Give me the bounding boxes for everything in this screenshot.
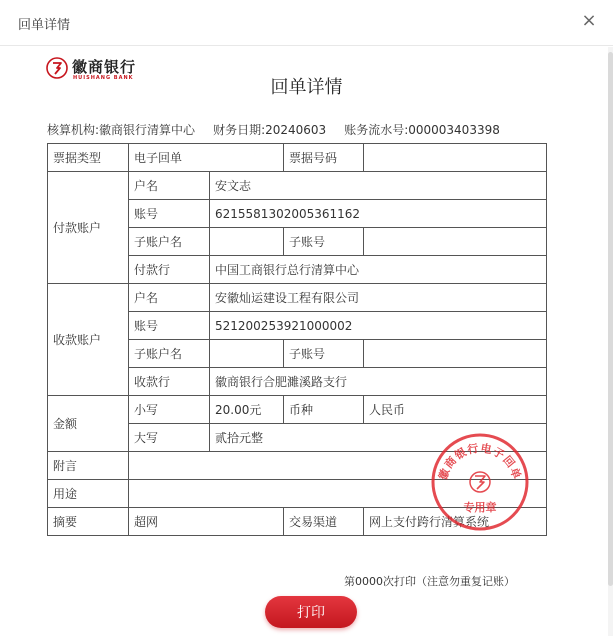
channel-value: 网上支付跨行清算系统 xyxy=(364,508,547,536)
payer-sub-no-value xyxy=(364,228,547,256)
receipt-table xyxy=(47,143,547,536)
table-row xyxy=(48,144,547,172)
finance-date-label: 财务日期: xyxy=(213,123,266,137)
close-icon[interactable]: × xyxy=(581,10,597,31)
bill-type-value: 电子回单 xyxy=(129,144,284,172)
payee-sub-no-value xyxy=(364,340,547,368)
serial-value: 000003403398 xyxy=(408,123,500,137)
svg-text:徽商银行电子回单: 徽商银行电子回单 xyxy=(436,441,524,482)
table-row xyxy=(48,172,547,200)
payer-sub-no-label: 子账号 xyxy=(284,228,364,256)
payer-account-label: 账号 xyxy=(129,200,210,228)
payer-name-label: 户名 xyxy=(129,172,210,200)
payer-bank-label: 付款行 xyxy=(129,256,210,284)
purpose-label: 用途 xyxy=(48,480,129,508)
serial-label: 账务流水号: xyxy=(344,123,409,137)
receipt-info-line xyxy=(47,121,500,138)
amount-big-label: 大写 xyxy=(129,424,210,452)
payer-sub-name-value xyxy=(210,228,284,256)
payee-name-label: 户名 xyxy=(129,284,210,312)
bank-name-en: HUISHANG BANK xyxy=(73,75,134,81)
bank-name-cn: 徽商银行 xyxy=(72,58,137,76)
payer-sub-name-label: 子账户名 xyxy=(129,228,210,256)
bill-no-label: 票据号码 xyxy=(284,144,364,172)
scrollbar-thumb[interactable] xyxy=(608,52,613,586)
postscript-value xyxy=(129,452,547,480)
payee-sub-name-label: 子账户名 xyxy=(129,340,210,368)
amount-big-value: 贰拾元整 xyxy=(210,424,547,452)
svg-text:专用章: 专用章 xyxy=(463,501,497,514)
finance-date-value: 20240603 xyxy=(265,123,327,137)
payee-account-label: 账号 xyxy=(129,312,210,340)
summary-value: 超网 xyxy=(129,508,284,536)
channel-label: 交易渠道 xyxy=(284,508,364,536)
payee-bank-label: 收款行 xyxy=(129,368,210,396)
currency-label: 币种 xyxy=(284,396,364,424)
amount-small-value: 20.00元 xyxy=(210,396,284,424)
table-row xyxy=(48,452,547,480)
print-button[interactable]: 打印 xyxy=(265,596,357,628)
document-title: 回单详情 xyxy=(270,77,343,98)
payer-section-label: 付款账户 xyxy=(48,172,129,284)
payer-bank-value: 中国工商银行总行清算中心 xyxy=(210,256,547,284)
payee-account-value: 521200253921000002 xyxy=(210,312,547,340)
accounting-org-value: 徽商银行清算中心 xyxy=(99,123,196,137)
purpose-value xyxy=(129,480,547,508)
table-row xyxy=(48,508,547,536)
table-row xyxy=(48,396,547,424)
summary-label: 摘要 xyxy=(48,508,129,536)
payee-sub-no-label: 子账号 xyxy=(284,340,364,368)
payee-bank-value: 徽商银行合肥濉溪路支行 xyxy=(210,368,547,396)
print-count-note: 第0000次打印（注意勿重复记账） xyxy=(344,575,515,588)
table-row xyxy=(48,480,547,508)
payee-sub-name-value xyxy=(210,340,284,368)
payee-name-value: 安徽灿运建设工程有限公司 xyxy=(210,284,547,312)
receipt-content xyxy=(0,47,613,636)
bill-type-label: 票据类型 xyxy=(48,144,129,172)
currency-value: 人民币 xyxy=(364,396,547,424)
payee-section-label: 收款账户 xyxy=(48,284,129,396)
amount-section-label: 金额 xyxy=(48,396,129,452)
amount-small-label: 小写 xyxy=(129,396,210,424)
bill-no-value xyxy=(364,144,547,172)
dialog-title: 回单详情 xyxy=(18,18,71,33)
accounting-org-label: 核算机构: xyxy=(47,123,100,137)
postscript-label: 附言 xyxy=(48,452,129,480)
table-row xyxy=(48,284,547,312)
payer-name-value: 安文志 xyxy=(210,172,547,200)
payer-account-value: 6215581302005361162 xyxy=(210,200,547,228)
dialog-header xyxy=(0,0,613,46)
